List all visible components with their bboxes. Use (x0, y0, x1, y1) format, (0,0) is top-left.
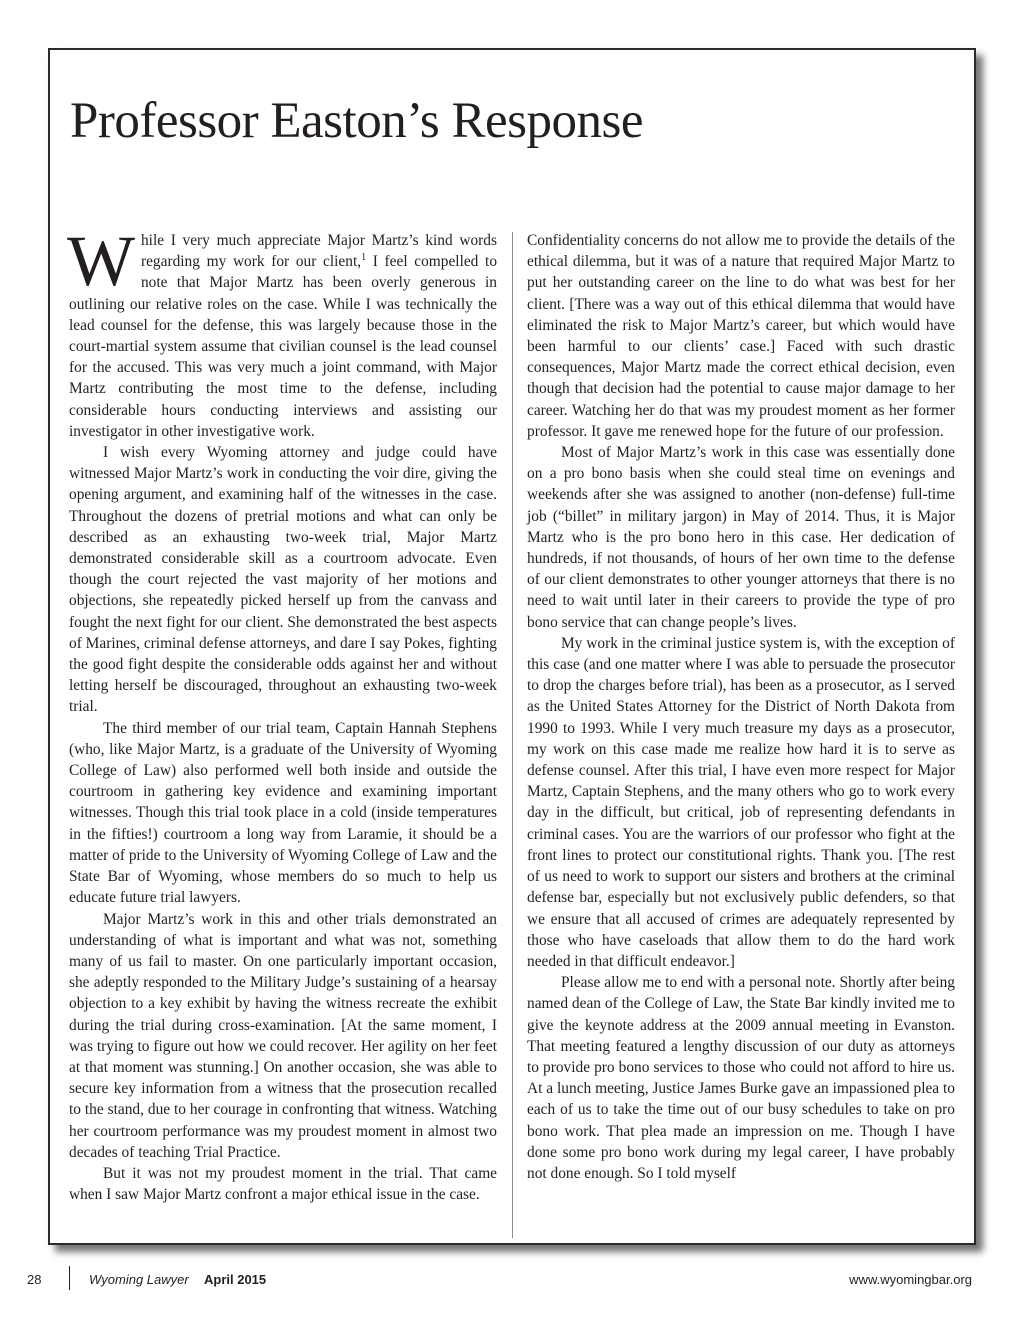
article-frame (48, 48, 976, 1245)
paragraph: Most of Major Martz’s work in this case was essentially done on a pro bono basis when she could steal time on evenings and weekends after she was assigned to another (non-defense) full-time job (“billet” in military jargon) in May of 2014. Thus, it is Major Martz who is the pro bono hero in this case. Her dedication of hundreds, if not thousands, of hours of her own time to the defense of our client demonstrates to other younger attorneys that there is no need to wait until later in their careers to provide the type of pro bono service that can change people’s lives. (527, 444, 955, 631)
issue-date: April 2015 (204, 1272, 267, 1287)
left-column (67, 221, 498, 1205)
page-number: 28 (27, 1272, 42, 1287)
paragraph: Major Martz’s work in this and other trials demonstrated an understanding of what is important and what was not, something many of us fail to master. On one particularly important occasion, she adeptly responded to the Military Judge’s sustaining of a hearsay objection to a key exhibit by having the witness recreate the exhibit during the trial during cross-examination. [At the same moment, I was trying to figure out how we could recover. Her agility on her feet at that moment was stunning.] On another occasion, she was able to secure key information from a witness that the prosecution recalled to the stand, due to her courage in confronting that witness. Watching her courtroom performance was my proudest moment in almost two decades of teaching Trial Practice. (69, 910, 497, 1161)
website-link[interactable]: www.wyomingbar.org (849, 1272, 972, 1287)
page-footer (0, 1266, 1024, 1290)
paragraph: I wish every Wyoming attorney and judge could have witnessed Major Martz’s work in conducting the voir dire, giving the opening argument, and examining half of the witnesses in the case. Throughout the dozens of pretrial motions and what can only be described as an exhausting two-week trial, Major Martz demonstrated considerable skill as a courtroom advocate. Even though the court rejected the vast majority of her motions and objections, she repeatedly picked herself up from the canvass and fought the next fight for our client. She demonstrated the best aspects of Marines, criminal defense attorneys, and dare I say Pokes, fighting the good fight despite the considerable odds against her and without letting herself be discouraged, throughout an exhausting two-week trial. (69, 444, 497, 716)
paragraph: The third member of our trial team, Captain Hannah Stephens (who, like Major Martz, is a graduate of the University of Wyoming College of Law) also performed well both inside and outside the courtroom in gathering key evidence and examining important witnesses. Though this trial took place in a cold (inside temperatures in the fifties!) courtroom a long way from Laramie, it should be a matter of pride to the University of Wyoming College of Law and the State Bar of Wyoming, whose members do so much to help us educate future trial lawyers. (69, 719, 497, 907)
right-column (527, 230, 955, 1184)
paragraph: Confidentiality concerns do not allow me to provide the details of the ethical dilemma, but it was of a nature that required Major Martz to put her outstanding career on the line to do what was best for her client. [There was a way out of this ethical dilemma that would have eliminated the risk to Major Martz’s career, but which would have been harmful to our clients’ case.] Faced with such drastic consequences, Major Martz made the correct ethical decision, even though that decision had the potential to cause major damage to her career. Watching her do that was my proudest moment as her former professor. It gave me renewed hope for the future of our profession. (527, 232, 955, 440)
paragraph: My work in the criminal justice system is, with the exception of this case (and one matter where I was able to persuade the prosecutor to drop the charges before trial), has been as a prosecutor, as I served as the United States Attorney for the District of North Dakota from 1990 to 1993. While I very much treasure my days as a prosecutor, my work on this case made me realize how hard it is to serve as defense counsel. After this trial, I have even more respect for Major Martz, Captain Stephens, and the many others who go to work every day in the difficult, but critical, job of representing defendants in criminal cases. You are the warriors of our professor who fight at the front lines to protect our constitutional rights. Thank you. [The rest of us need to work to support our sisters and brothers at the criminal defense bar, especially but not exclusively public defenders, so that we ensure that all accused of crimes are adequately represented by those who have caseloads that allow them to do the hard work needed in that difficult endeavor.] (527, 634, 955, 970)
footnote-marker: 1 (361, 252, 367, 264)
paragraph: Please allow me to end with a personal note. Shortly after being named dean of the College of Law, the State Bar kindly invited me to give the keynote address at the 2009 annual meeting in Evanston. That meeting featured a lengthy discussion of our duty as attorneys to provide pro bono services to those who could not afford to hire us. At a lunch meeting, Justice James Burke gave an impassioned plea to each of us to take the time out of our busy schedules to take on pro bono work. That plea made an impression on me. Though I have done some pro bono work during my legal career, I have probably not done enough. So I told myself (527, 974, 955, 1182)
drop-cap: W (67, 221, 135, 301)
article-title: Professor Easton’s Response (70, 93, 643, 149)
column-divider (512, 232, 513, 1238)
footer-divider (69, 1266, 70, 1290)
magazine-name: Wyoming Lawyer (89, 1272, 189, 1287)
paragraph (67, 221, 498, 442)
paragraph: But it was not my proudest moment in the trial. That came when I saw Major Martz confront a major ethical issue in the case. (69, 1164, 497, 1204)
paragraph-text: hile I very much appreciate Major Martz’s kind words regarding my work for our client, (140, 232, 497, 271)
paragraph-text: I feel compelled to note that Major Martz has been overly generous in outlining our relative roles on the case. While I was technically the lead counsel for the defense, this was largely because those in the court-martial system assume that civilian counsel is the lead counsel for the accused. This was very much a joint command, with Major Martz contributing the most time to the defense, including considerable hours conducting interviews and assisting our investigator in other investigative work. (69, 253, 498, 440)
